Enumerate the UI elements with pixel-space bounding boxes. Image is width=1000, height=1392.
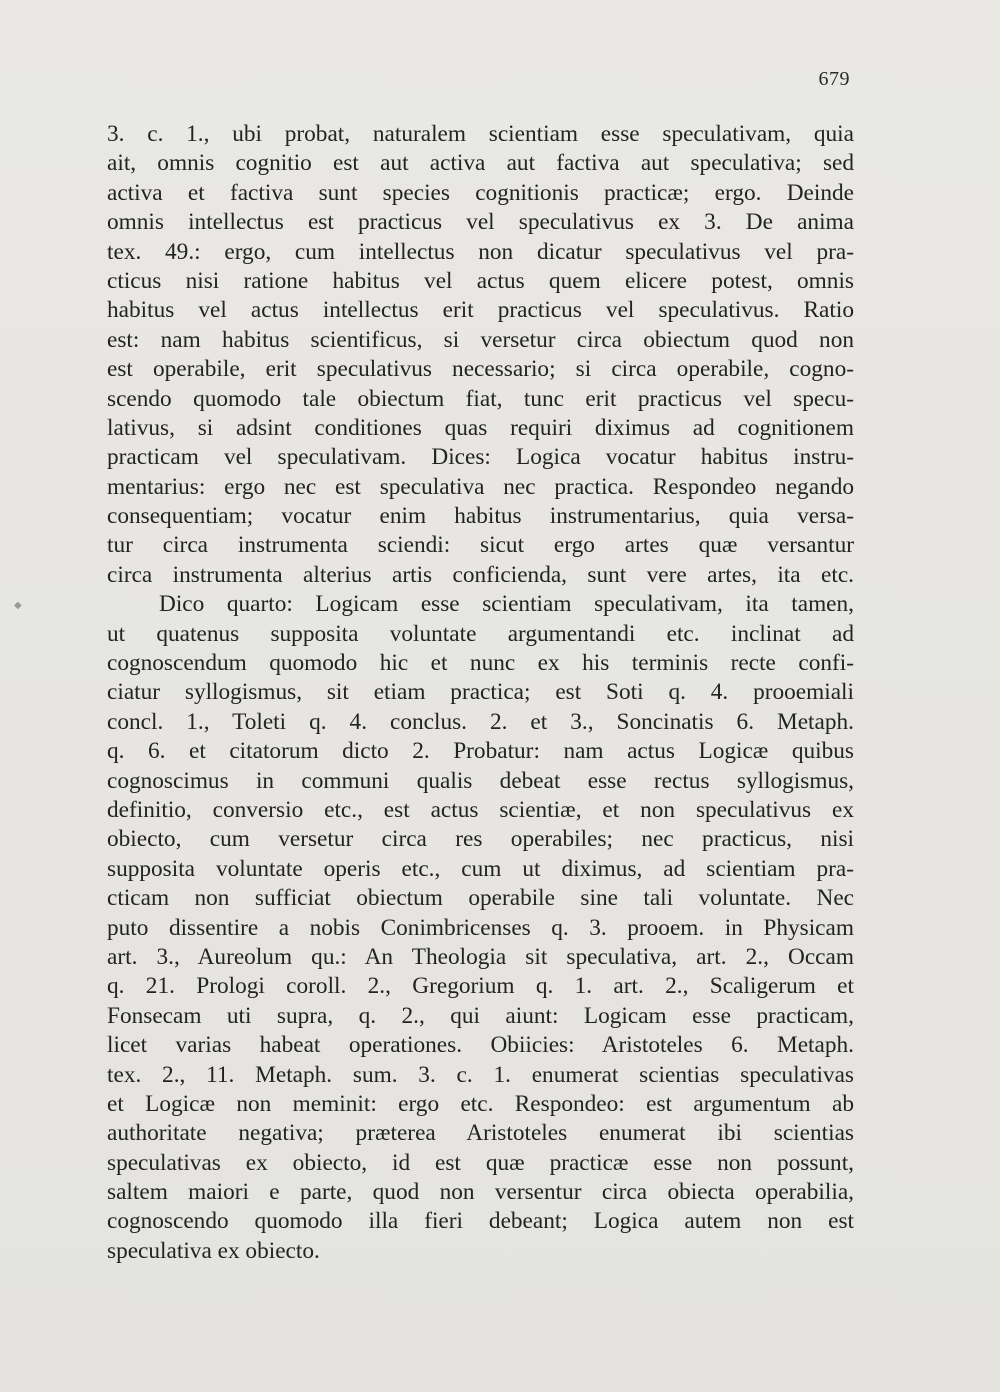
text-line: q. 6. et citatorum dicto 2. Probatur: nam actus Logicæ quibus	[107, 738, 854, 765]
text-line: et Logicæ non meminit: ergo etc. Respondeo: est argumentum ab	[107, 1090, 854, 1117]
text-line: obiecto, cum versetur circa res operabiles; nec practicus, nisi	[107, 826, 854, 853]
text-line: supposita voluntate operis etc., cum ut diximus, ad scientiam pra-	[107, 855, 854, 882]
text-line: ciatur syllogismus, sit etiam practica; est Soti q. 4. prooemiali	[107, 679, 854, 706]
text-line: authoritate negativa; præterea Aristoteles enumerat ibi scientias	[107, 1120, 854, 1147]
text-line: est operabile, erit speculativus necessario; si circa operabile, cogno-	[107, 356, 854, 383]
text-line: habitus vel actus intellectus erit practicus vel speculativus. Ratio	[107, 297, 854, 324]
text-line: consequentiam; vocatur enim habitus instrumentarius, quia versa-	[107, 503, 854, 530]
text-line: definitio, conversio etc., est actus scientiæ, et non speculativus ex	[107, 796, 854, 823]
text-line: cognoscimus in communi qualis debeat esse rectus syllogismus,	[107, 767, 854, 794]
text-line: omnis intellectus est practicus vel speculativus ex 3. De anima	[107, 209, 854, 236]
text-line: ut quatenus supposita voluntate argumentandi etc. inclinat ad	[107, 620, 854, 647]
text-line: Fonsecam uti supra, q. 2., qui aiunt: Logicam esse practicam,	[107, 1002, 854, 1029]
text-line: circa instrumenta alterius artis conficienda, sunt vere artes, ita etc.	[107, 561, 854, 588]
text-line: saltem maiori e parte, quod non versentur circa obiecta operabilia,	[107, 1179, 854, 1206]
paragraph-start-line: Dico quarto: Logicam esse scientiam speculativam, ita tamen,	[159, 591, 854, 618]
text-line: cognoscendo quomodo illa fieri debeant; Logica autem non est	[107, 1208, 854, 1235]
text-line: cticus nisi ratione habitus vel actus quem elicere potest, omnis	[107, 267, 854, 294]
text-line: tur circa instrumenta sciendi: sicut ergo artes quæ versantur	[107, 532, 854, 559]
text-line: q. 21. Prologi coroll. 2., Gregorium q. 1. art. 2., Scaligerum et	[107, 973, 854, 1000]
text-line: concl. 1., Toleti q. 4. conclus. 2. et 3., Soncinatis 6. Metaph.	[107, 708, 854, 735]
text-line: activa et factiva sunt species cognitionis practicæ; ergo. Deinde	[107, 179, 854, 206]
text-line: licet varias habeat operationes. Obiicies: Aristoteles 6. Metaph.	[107, 1032, 854, 1059]
text-line: cognoscendum quomodo hic et nunc ex his terminis recte confi-	[107, 650, 854, 677]
last-text-line: speculativa ex obiecto.	[107, 1237, 320, 1264]
text-line: puto dissentire a nobis Conimbricenses q. 3. prooem. in Physicam	[107, 914, 854, 941]
text-line: tex. 49.: ergo, cum intellectus non dicatur speculativus vel pra-	[107, 238, 854, 265]
text-line: 3. c. 1., ubi probat, naturalem scientiam esse speculativam, quia	[107, 121, 854, 147]
body-text	[107, 120, 854, 1266]
page-number: 679	[818, 68, 850, 90]
text-line: mentarius: ergo nec est speculativa nec practica. Respondeo negando	[107, 473, 854, 500]
text-line: art. 3., Aureolum qu.: An Theologia sit speculativa, art. 2., Occam	[107, 943, 854, 970]
text-line: ait, omnis cognitio est aut activa aut factiva aut speculativa; sed	[107, 150, 854, 177]
text-line: cticam non sufficiat obiectum operabile sine tali voluntate. Nec	[107, 885, 854, 912]
text-line: est: nam habitus scientificus, si versetur circa obiectum quod non	[107, 326, 854, 353]
margin-speck-icon: ◆	[14, 600, 22, 611]
text-line: lativus, si adsint conditiones quas requiri diximus ad cognitionem	[107, 414, 854, 441]
text-line: practicam vel speculativam. Dices: Logica vocatur habitus instru-	[107, 444, 854, 471]
text-line: speculativas ex obiecto, id est quæ practicæ esse non possunt,	[107, 1149, 854, 1176]
text-line: tex. 2., 11. Metaph. sum. 3. c. 1. enumerat scientias speculativas	[107, 1061, 854, 1088]
text-line: scendo quomodo tale obiectum fiat, tunc erit practicus vel specu-	[107, 385, 854, 412]
